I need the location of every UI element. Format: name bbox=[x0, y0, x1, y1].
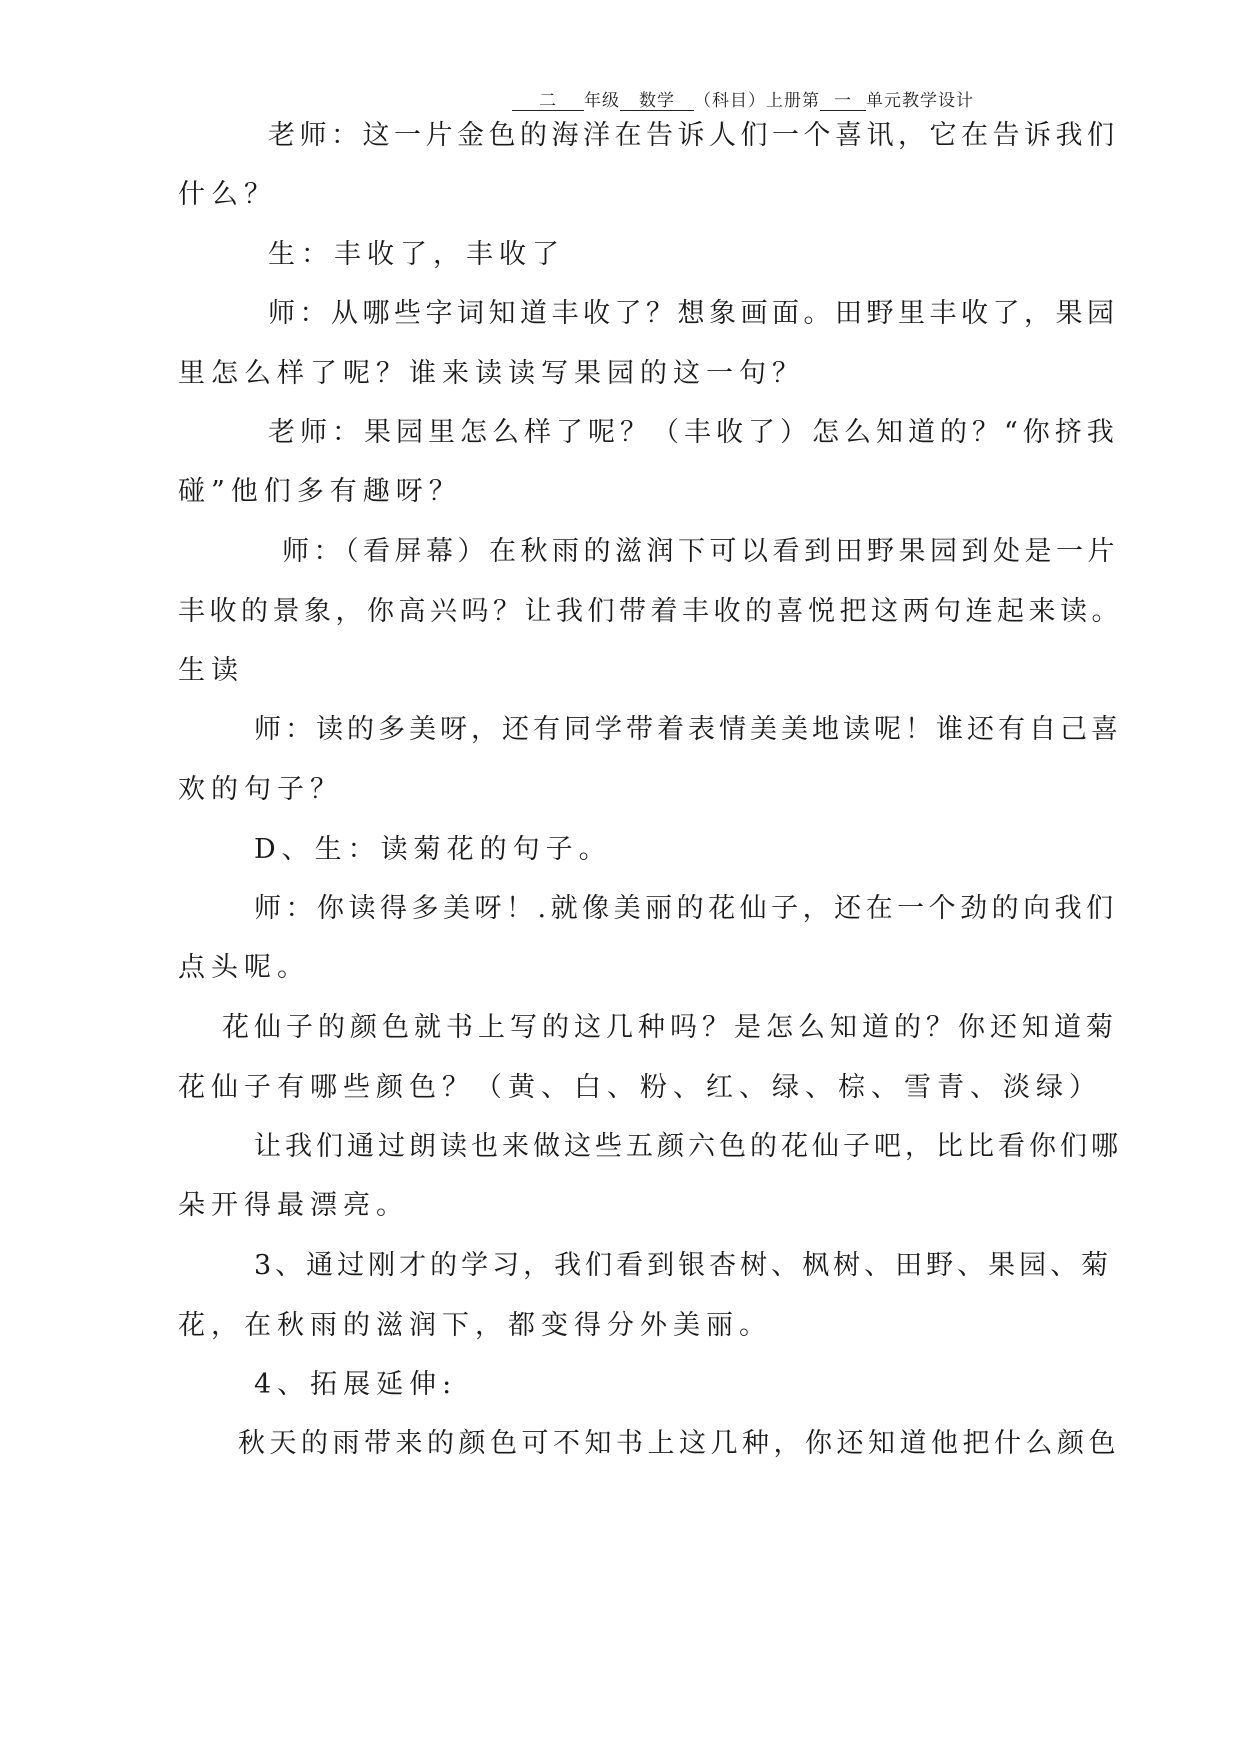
text-line: 朵开得最漂亮。 bbox=[178, 1190, 409, 1221]
text-line: 生：丰收了，丰收了 bbox=[268, 239, 565, 270]
text-line: 师：从哪些字词知道丰收了？想象画面。田野里丰收了，果园 bbox=[268, 298, 1119, 329]
text-line: 丰收的景象，你高兴吗？让我们带着丰收的喜悦把这两句连起来读。 bbox=[178, 596, 1123, 627]
text-line: 花仙子有哪些颜色？（黄、白、粉、红、绿、棕、雪青、淡绿） bbox=[178, 1072, 1102, 1103]
text-line: 3、通过刚才的学习，我们看到银杏树、枫树、田野、果园、菊 bbox=[254, 1250, 1113, 1281]
text-line: 让我们通过朗读也来做这些五颜六色的花仙子吧，比比看你们哪 bbox=[254, 1131, 1122, 1162]
text-line: D、生：读菊花的句子。 bbox=[254, 834, 612, 865]
text-line: 花，在秋雨的滋润下，都变得分外美丽。 bbox=[178, 1310, 772, 1341]
text-line: 欢的句子？ bbox=[178, 774, 343, 805]
header-subject-suffix: （科目）上册第 bbox=[694, 91, 820, 111]
header-grade: 二 bbox=[512, 92, 584, 111]
text-line: 什么？ bbox=[178, 179, 277, 210]
page-header bbox=[512, 86, 974, 111]
text-line: 花仙子的颜色就书上写的这几种吗？是怎么知道的？你还知道菊 bbox=[222, 1012, 1118, 1043]
text-line: 里怎么样了呢？谁来读读写果园的这一句？ bbox=[178, 358, 805, 389]
text-line: 生读 bbox=[178, 655, 244, 686]
text-line: 点头呢。 bbox=[178, 952, 310, 983]
text-line: 师：读的多美呀，还有同学带着表情美美地读呢！谁还有自己喜 bbox=[254, 714, 1122, 745]
text-line: 4、拓展延伸: bbox=[254, 1369, 458, 1400]
text-line: 师：（看屏幕）在秋雨的滋润下可以看到田野果园到处是一片 bbox=[282, 536, 1119, 567]
header-grade-suffix: 年级 bbox=[584, 91, 620, 111]
header-unit: 一 bbox=[820, 92, 866, 111]
text-line: 老师：这一片金色的海洋在告诉人们一个喜讯，它在告诉我们 bbox=[268, 120, 1119, 151]
header-subject: 数学 bbox=[620, 92, 694, 111]
text-line: 老师：果园里怎么样了呢？（丰收了）怎么知道的？“你挤我 bbox=[268, 417, 1119, 448]
text-line: 碰”他们多有趣呀？ bbox=[178, 476, 462, 507]
text-line: 师：你读得多美呀！.就像美丽的花仙子，还在一个劲的向我们 bbox=[254, 893, 1118, 924]
text-line: 秋天的雨带来的颜色可不知书上这几种，你还知道他把什么颜色 bbox=[238, 1428, 1120, 1459]
header-unit-suffix: 单元教学设计 bbox=[866, 91, 974, 111]
